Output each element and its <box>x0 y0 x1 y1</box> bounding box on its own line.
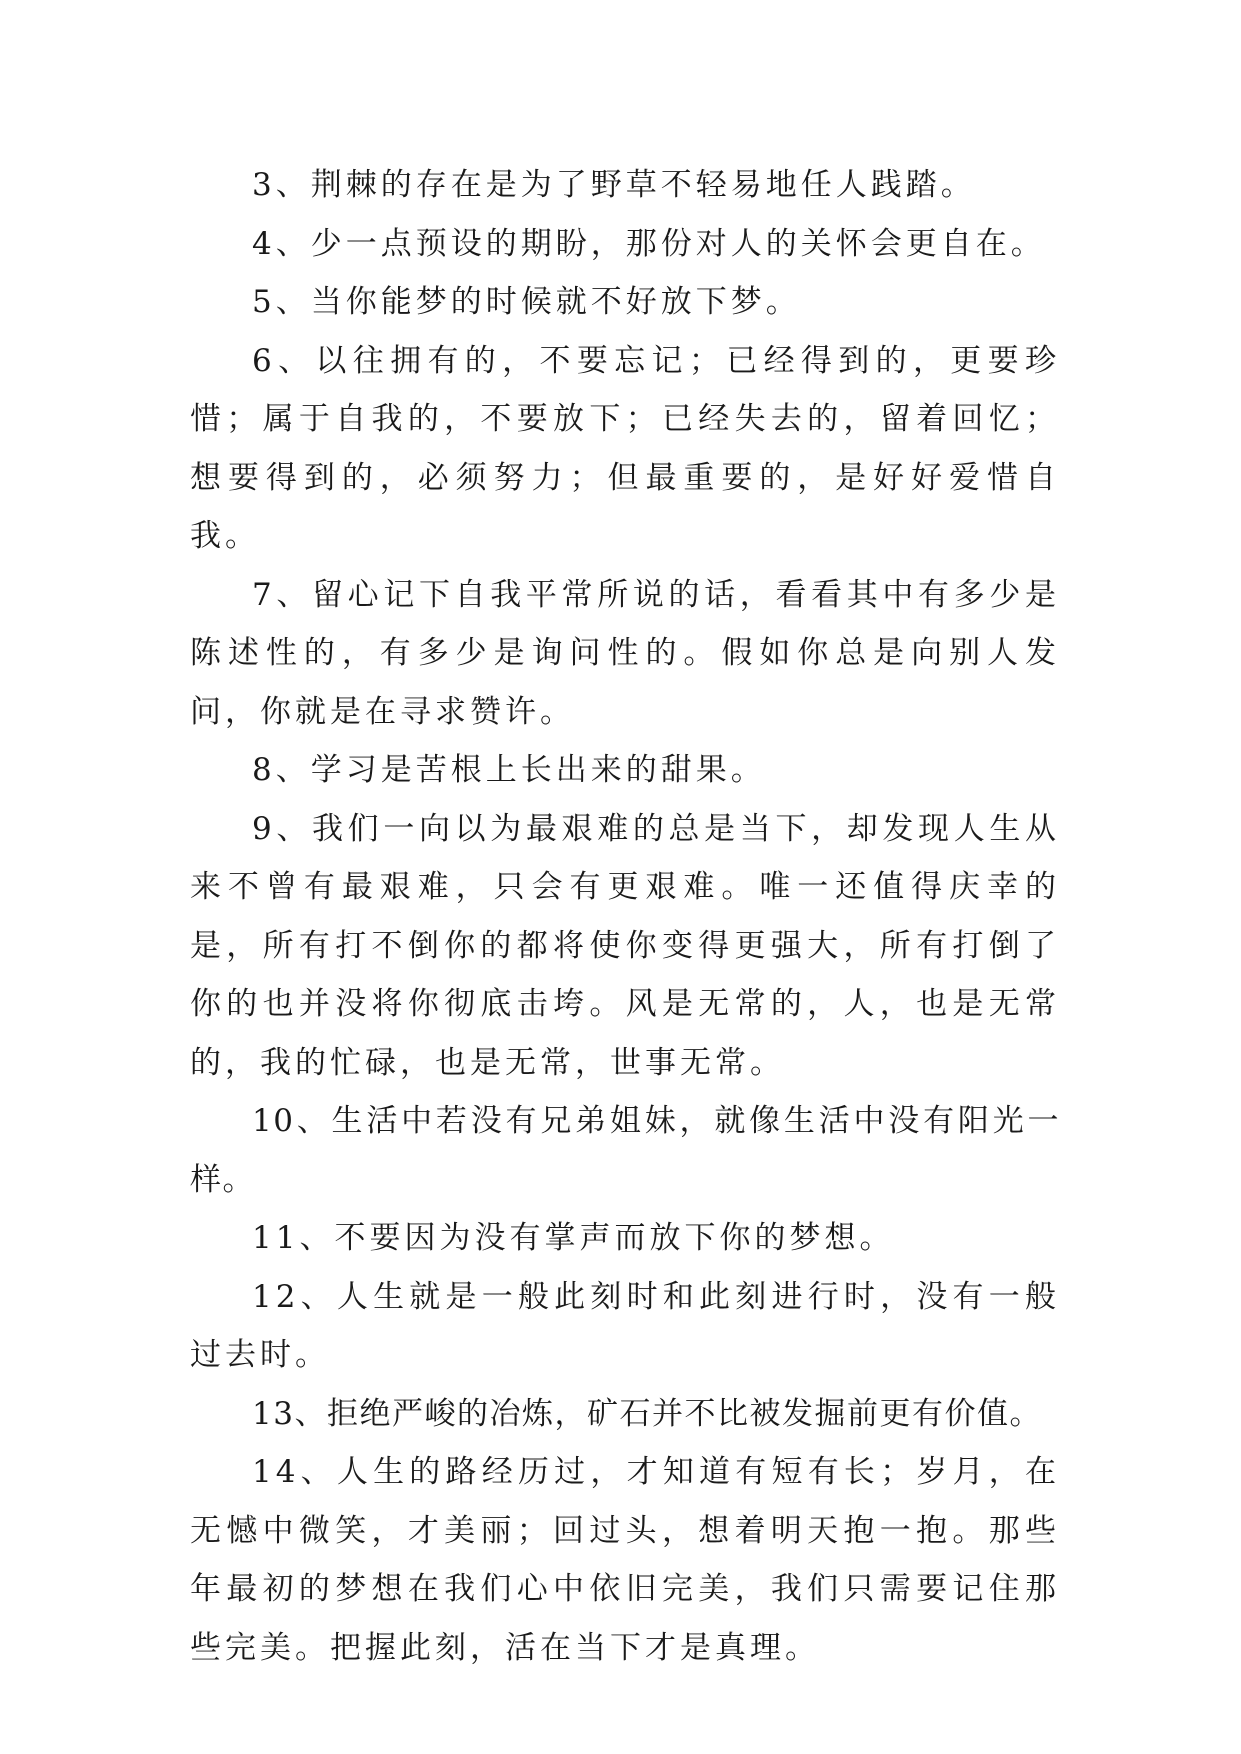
paragraph-7: 7、留心记下自我平常所说的话，看看其中有多少是陈述性的，有多少是询问性的。假如你总是向别人发问，你就是在寻求赞许。 <box>190 576 1060 730</box>
paragraph-13: 13、拒绝严峻的冶炼，矿石并不比被发掘前更有价值。 <box>252 1395 1042 1432</box>
paragraph-4: 4、少一点预设的期盼，那份对人的关怀会更自在。 <box>252 225 1046 262</box>
paragraph-8: 8、学习是苦根上长出来的甜果。 <box>252 752 766 788</box>
paragraph-6: 6、以往拥有的，不要忘记；已经得到的，更要珍惜；属于自我的，不要放下；已经失去的，留着回忆；想要得到的，必须努力；但最重要的，是好好爱惜自我。 <box>190 342 1060 554</box>
paragraph-11: 11、不要因为没有掌声而放下你的梦想。 <box>252 1220 895 1256</box>
paragraph-12: 12、人生就是一般此刻时和此刻进行时，没有一般过去时。 <box>190 1278 1060 1373</box>
paragraph-3: 3、荆棘的存在是为了野草不轻易地任人践踏。 <box>252 167 976 203</box>
paragraph-9: 9、我们一向以为最艰难的总是当下，却发现人生从来不曾有最艰难，只会有更艰难。唯一还值得庆幸的是，所有打不倒你的都将使你变得更强大，所有打倒了你的也并没将你彻底击垮。风是无常的，人，也是无常的，我的忙碌，也是无常，世事无常。 <box>190 810 1060 1081</box>
paragraph-14: 14、人生的路经历过，才知道有短有长；岁月，在无憾中微笑，才美丽；回过头，想着明天抱一抱。那些年最初的梦想在我们心中依旧完美，我们只需要记住那些完美。把握此刻，活在当下才是真理。 <box>190 1454 1060 1666</box>
paragraph-5: 5、当你能梦的时候就不好放下梦。 <box>252 284 801 320</box>
document-body <box>190 156 1060 1677</box>
paragraph-10: 10、生活中若没有兄弟姐妹，就像生活中没有阳光一样。 <box>190 1103 1060 1198</box>
